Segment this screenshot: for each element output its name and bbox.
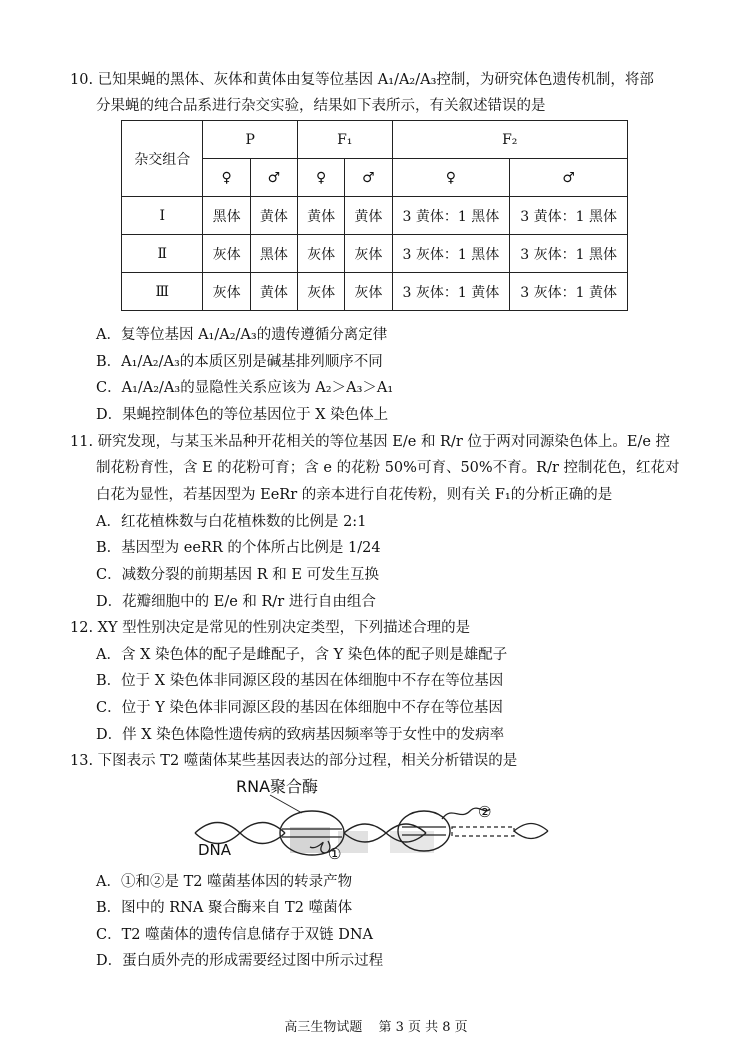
q11-stem-text1: 研究发现，与某玉米品种开花相关的等位基因 E/e 和 R/r 位于两对同源染色体上。E/e 控 — [97, 434, 671, 450]
q11-stem-line3: 白花为显性，若基因型为 EeRr 的亲本进行自花传粉，则有关 F₁的分析正确的是 — [96, 487, 613, 503]
f1-male: 灰体 — [345, 273, 392, 311]
f2-female: 3 灰体：1 黄体 — [392, 273, 510, 311]
cross-id: Ⅲ — [122, 273, 203, 311]
q12-option-b: B．位于 X 染色体非同源区段的基因在体细胞中不存在等位基因 — [96, 673, 504, 689]
p-female: 黑体 — [203, 197, 250, 235]
q12-stem-line1 — [70, 618, 470, 638]
table-row — [122, 273, 628, 311]
q10-number: 10. — [70, 72, 94, 88]
q11-option-a: A．红花植株数与白花植株数的比例是 2:1 — [96, 514, 367, 530]
q10-stem-line1 — [70, 70, 654, 90]
q13-option-b: B．图中的 RNA 聚合酶来自 T2 噬菌体 — [96, 900, 353, 916]
f1-male-symbol: ♂ — [345, 159, 392, 197]
cross-id: Ⅰ — [122, 197, 203, 235]
q10-stem-line2: 分果蝇的纯合品系进行杂交实验，结果如下表所示，有关叙述错误的是 — [96, 98, 546, 114]
header-f1: F₁ — [298, 121, 393, 159]
q10-stem-text1: 已知果蝇的黑体、灰体和黄体由复等位基因 A₁/A₂/A₃控制，为研究体色遗传机制，将部 — [97, 72, 654, 88]
p-male: 黑体 — [250, 235, 297, 273]
p-male-symbol: ♂ — [250, 159, 297, 197]
f2-male: 3 黄体：1 黑体 — [510, 197, 628, 235]
q11-stem-line1 — [70, 432, 670, 452]
q13-option-d: D．蛋白质外壳的形成需要经过图中所示过程 — [96, 953, 384, 969]
q13-stem-text1: 下图表示 T2 噬菌体某些基因表达的部分过程，相关分析错误的是 — [97, 753, 518, 769]
label-product-2: ② — [478, 803, 492, 821]
f2-male-symbol: ♂ — [510, 159, 628, 197]
p-female-symbol: ♀ — [203, 159, 250, 197]
footer-subject: 高三生物试题 — [284, 1020, 363, 1035]
q12-option-c: C．位于 Y 染色体非同源区段的基因在体细胞中不存在等位基因 — [96, 700, 503, 716]
transcription-figure — [190, 775, 560, 865]
f2-female: 3 黄体：1 黑体 — [392, 197, 510, 235]
f2-female-symbol: ♀ — [392, 159, 510, 197]
table-row — [122, 235, 628, 273]
q11-option-b: B．基因型为 eeRR 的个体所占比例是 1/24 — [96, 540, 381, 556]
f1-male: 灰体 — [345, 235, 392, 273]
q10-option-a: A．复等位基因 A₁/A₂/A₃的遗传遵循分离定律 — [96, 327, 388, 343]
q13-option-a: A．①和②是 T2 噬菌基体因的转录产物 — [96, 874, 353, 890]
q11-number: 11. — [70, 434, 94, 450]
table-row — [122, 197, 628, 235]
f1-female: 黄体 — [298, 197, 345, 235]
label-dna: DNA — [198, 841, 232, 859]
footer-page-number: 第 3 页 共 8 页 — [378, 1020, 468, 1035]
q12-number: 12. — [70, 620, 94, 636]
label-product-1: ① — [328, 845, 342, 863]
q11-option-d: D．花瓣细胞中的 E/e 和 R/r 进行自由组合 — [96, 594, 376, 610]
q12-option-d: D．伴 X 染色体隐性遗传病的致病基因频率等于女性中的发病率 — [96, 727, 505, 743]
f2-male: 3 灰体：1 黑体 — [510, 235, 628, 273]
q11-stem-line2: 制花粉育性，含 E 的花粉可育；含 e 的花粉 50%可育、50%不育。R/r 控制花色，红花对 — [96, 460, 680, 476]
dna-dashed-segment — [452, 827, 514, 836]
q13-option-c: C．T2 噬菌体的遗传信息储存于双链 DNA — [96, 927, 373, 943]
q10-option-c: C．A₁/A₂/A₃的显隐性关系应该为 A₂＞A₃＞A₁ — [96, 380, 394, 396]
header-p: P — [203, 121, 298, 159]
f2-male: 3 灰体：1 黄体 — [510, 273, 628, 311]
f1-female-symbol: ♀ — [298, 159, 345, 197]
cross-id: Ⅱ — [122, 235, 203, 273]
p-female: 灰体 — [203, 235, 250, 273]
q10-option-b: B．A₁/A₂/A₃的本质区别是碱基排列顺序不同 — [96, 354, 383, 370]
q11-option-c: C．减数分裂的前期基因 R 和 E 可发生互换 — [96, 567, 380, 583]
page-footer — [0, 1016, 752, 1035]
header-cross-group: 杂交组合 — [122, 121, 203, 197]
q10-cross-table — [121, 120, 628, 311]
label-rna-polymerase: RNA聚合酶 — [236, 777, 319, 796]
p-male: 黄体 — [250, 197, 297, 235]
p-female: 灰体 — [203, 273, 250, 311]
q12-stem-text1: XY 型性别决定是常见的性别决定类型，下列描述合理的是 — [97, 620, 471, 636]
q10-option-d: D．果蝇控制体色的等位基因位于 X 染色体上 — [96, 407, 389, 423]
f1-female: 灰体 — [298, 235, 345, 273]
p-male: 黄体 — [250, 273, 297, 311]
f1-male: 黄体 — [345, 197, 392, 235]
q13-stem-line1 — [70, 751, 517, 771]
f1-female: 灰体 — [298, 273, 345, 311]
q12-option-a: A．含 X 染色体的配子是雌配子，含 Y 染色体的配子则是雄配子 — [96, 647, 508, 663]
header-f2: F₂ — [392, 121, 627, 159]
q13-number: 13. — [70, 753, 94, 769]
f2-female: 3 灰体：1 黑体 — [392, 235, 510, 273]
